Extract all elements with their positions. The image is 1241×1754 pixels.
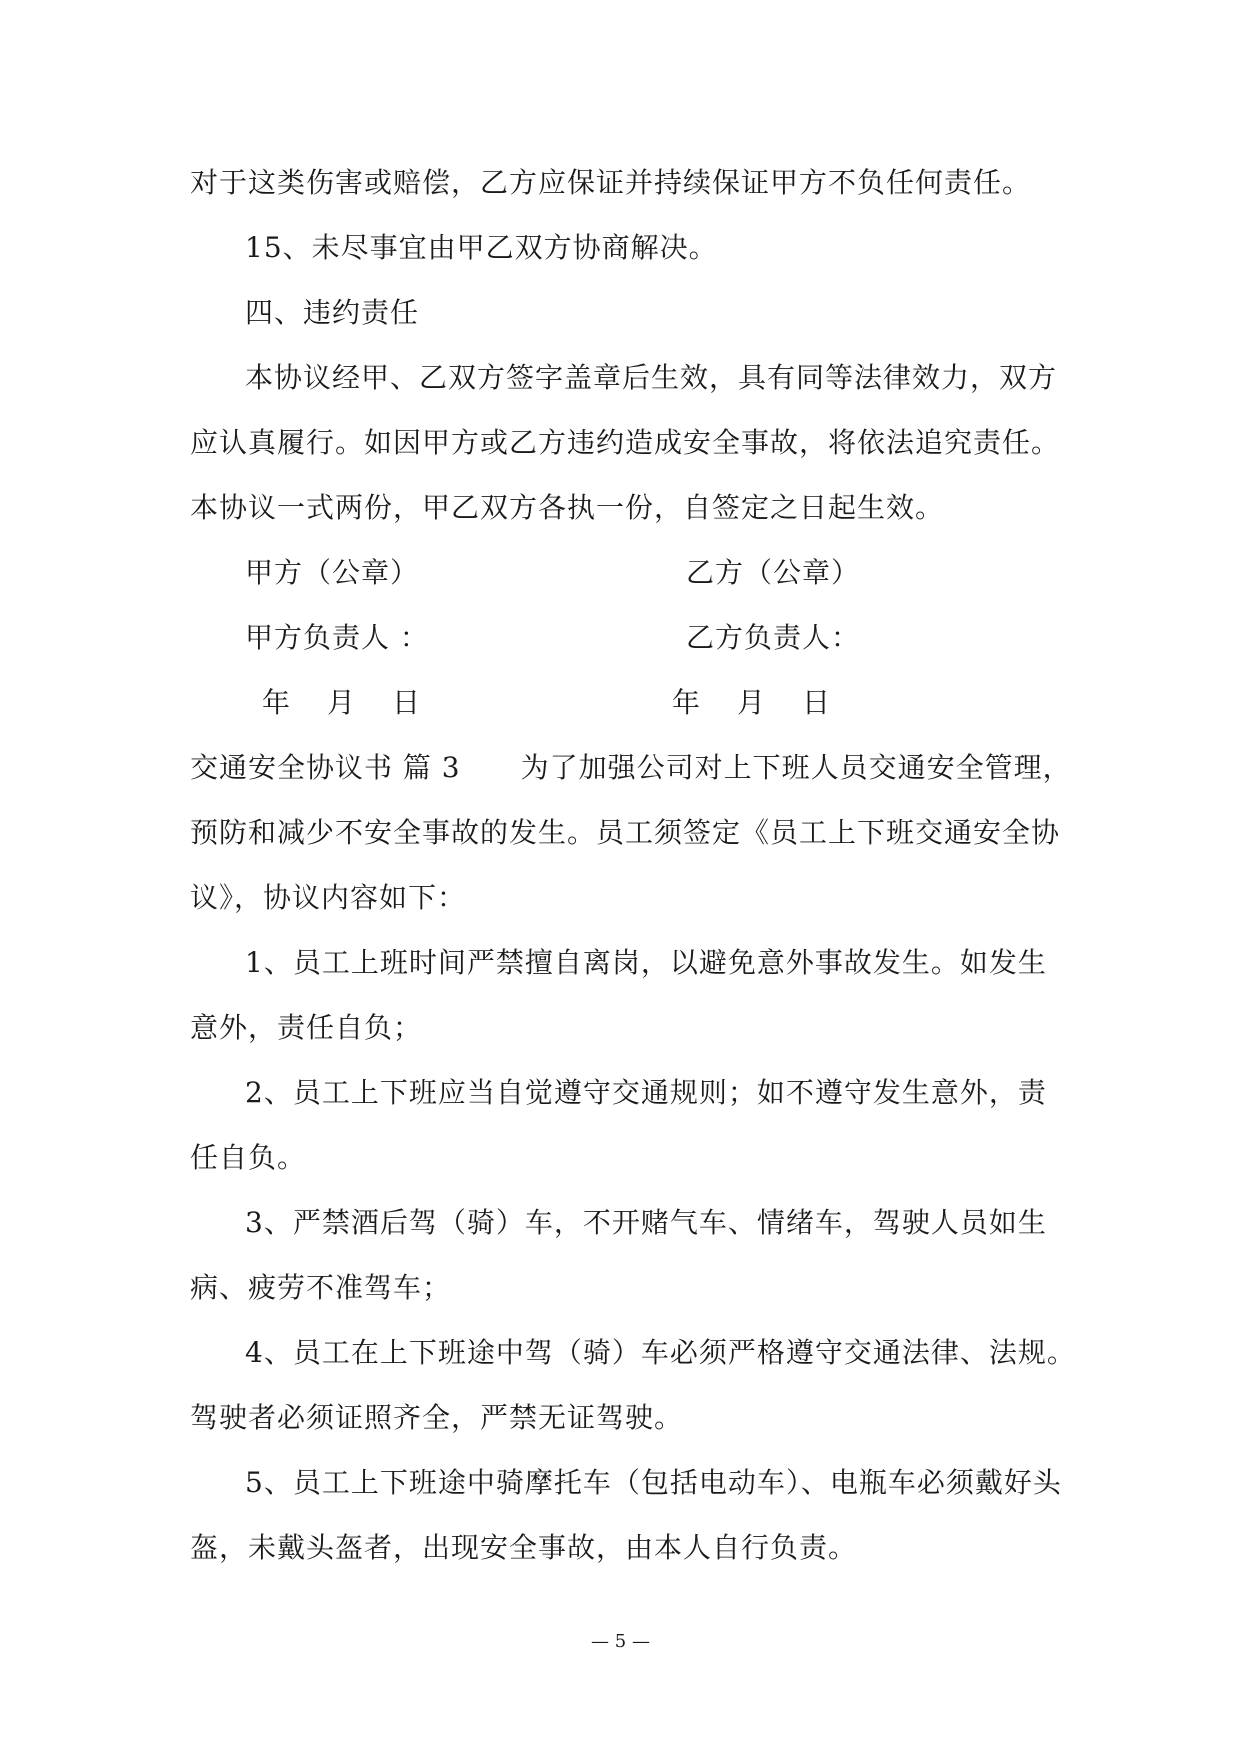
date-left [262,683,421,723]
clause-4: 4、员工在上下班途中驾（骑）车必须严格遵守交通法律、法规。 [245,1336,1076,1369]
date-month: 月 [327,686,357,719]
section-3-intro: 为了加强公司对上下班人员交通安全管理， [520,751,1072,784]
party-a-seal: 甲方（公章） [245,556,420,589]
page-number: — 5 — [591,1631,650,1652]
clause-5-cont: 盔，未戴头盔者，出现安全事故，由本人自行负责。 [190,1531,858,1564]
clause-2: 2、员工上下班应当自觉遵守交通规则；如不遵守发生意外，责 [245,1076,1047,1109]
date-year: 年 [262,686,292,719]
clause-4-cont: 驾驶者必须证照齐全，严禁无证驾驶。 [190,1401,684,1434]
date-year: 年 [672,686,702,719]
paragraph-line: 应认真履行。如因甲方或乙方违约造成安全事故，将依法追究责任。 [190,426,1061,459]
paragraph-line: 议》，协议内容如下： [190,881,467,914]
party-b-seal: 乙方（公章） [686,556,861,589]
party-b-person: 乙方负责人： [686,621,861,654]
date-day: 日 [802,686,832,719]
clause-3-cont: 病、疲劳不准驾车； [190,1271,452,1304]
clause-1-cont: 意外，责任自负； [190,1011,423,1044]
section-3-heading-line [190,748,1072,788]
date-month: 月 [737,686,767,719]
date-day: 日 [392,686,422,719]
paragraph-line: 预防和减少不安全事故的发生。员工须签定《员工上下班交通安全协 [190,816,1061,849]
clause-15: 15、未尽事宜由甲乙双方协商解决。 [245,231,718,264]
clause-1: 1、员工上班时间严禁擅自离岗，以避免意外事故发生。如发生 [245,946,1047,979]
section-heading-breach: 四、违约责任 [245,296,420,329]
party-a-person: 甲方负责人 ： [245,621,429,654]
paragraph-line: 本协议经甲、乙双方签字盖章后生效，具有同等法律效力，双方 [245,361,1058,394]
clause-3: 3、严禁酒后驾（骑）车，不开赌气车、情绪车，驾驶人员如生 [245,1206,1047,1239]
paragraph-line: 本协议一式两份，甲乙双方各执一份，自签定之日起生效。 [190,491,945,524]
clause-5: 5、员工上下班途中骑摩托车（包括电动车）、电瓶车必须戴好头 [245,1466,1062,1499]
clause-2-cont: 任自负。 [190,1141,307,1174]
date-right [672,683,831,723]
section-3-title: 交通安全协议书 篇 3 [190,751,461,784]
paragraph-line: 对于这类伤害或赔偿，乙方应保证并持续保证甲方不负任何责任。 [190,166,1032,199]
